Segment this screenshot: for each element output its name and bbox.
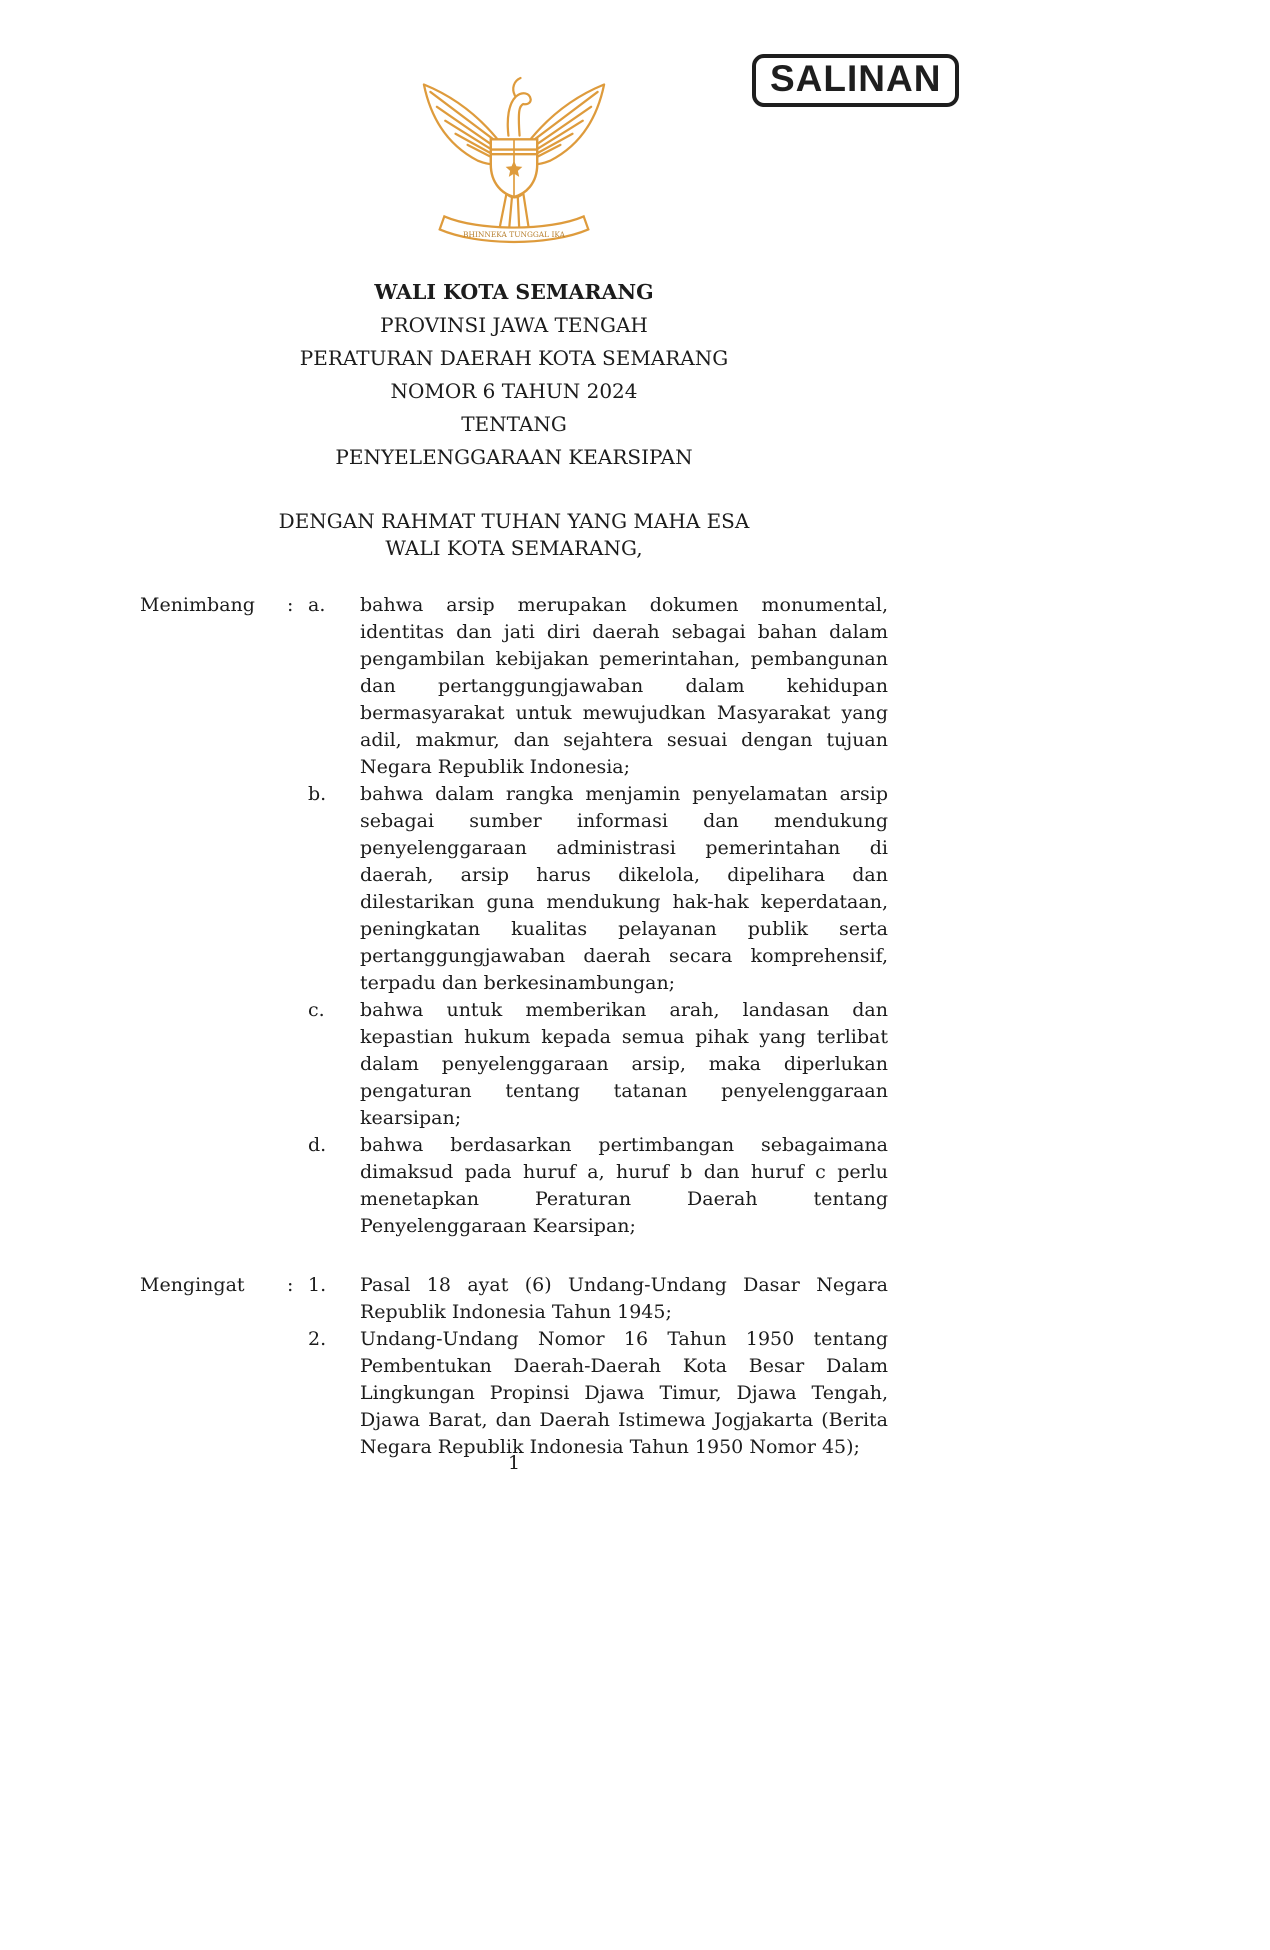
item-text: bahwa arsip merupakan dokumen monumental, identitas dan jati diri daerah sebagai bahan dalam pengambilan kebijakan pemerintahan, pembangunan dan pertanggungjawaban dalam kehidupan bermasyarakat untuk mewujudkan Masyarakat yang adil, makmur, dan sejahtera sesuai dengan tujuan Negara Republik Indonesia; [360, 594, 888, 778]
item-marker: 2. [308, 1328, 327, 1350]
preamble-rahmat: DENGAN RAHMAT TUHAN YANG MAHA ESA [278, 509, 750, 533]
document-heading [140, 276, 888, 474]
menimbang-items [308, 592, 888, 1240]
title-wali-kota-semarang: WALI KOTA SEMARANG [374, 280, 654, 304]
mengingat-colon: : [287, 1274, 294, 1296]
item-marker: b. [308, 783, 327, 805]
item-text: Pasal 18 ayat (6) Undang-Undang Dasar Negara Republik Indonesia Tahun 1945; [360, 1274, 888, 1323]
item-text: bahwa dalam rangka menjamin penyelamatan arsip sebagai sumber informasi dan mendukung penyelenggaraan administrasi pemerintahan di daerah, arsip harus dikelola, dipelihara dan dilestarikan guna mendukung hak-hak keperdataan, peningkatan kualitas pelayanan publik serta pertanggungjawaban daerah secara komprehensif, terpadu dan berkesinambungan; [360, 783, 888, 994]
menimbang-colon: : [287, 594, 294, 616]
menimbang-section [140, 592, 888, 1240]
header-number: NOMOR 6 TAHUN 2024 [390, 379, 638, 403]
menimbang-item-b [308, 781, 888, 997]
item-marker: d. [308, 1134, 327, 1156]
item-text: Undang-Undang Nomor 16 Tahun 1950 tentang Pembentukan Daerah-Daerah Kota Besar Dalam Lingkungan Propinsi Djawa Timur, Djawa Tengah, Djawa Barat, dan Daerah Istimewa Jogjakarta (Berita Negara Republik Indonesia Tahun 1950 Nomor 45); [360, 1328, 888, 1458]
mengingat-section [140, 1272, 888, 1461]
header-tentang: TENTANG [461, 412, 567, 436]
header-subject: PENYELENGGARAAN KEARSIPAN [335, 445, 693, 469]
menimbang-item-a [308, 592, 888, 781]
preamble-walikota: WALI KOTA SEMARANG, [385, 536, 643, 560]
salinan-label: SALINAN [770, 58, 942, 99]
item-text: bahwa untuk memberikan arah, landasan dan kepastian hukum kepada semua pihak yang terlibat dalam penyelenggaraan arsip, maka diperlukan pengaturan tentang tatanan penyelenggaraan kearsipan; [360, 999, 888, 1129]
header-regulation: PERATURAN DAERAH KOTA SEMARANG [299, 346, 729, 370]
emblem-motto: BHINNEKA TUNGGAL IKA [463, 229, 565, 239]
preamble [140, 508, 888, 562]
header-province: PROVINSI JAWA TENGAH [380, 313, 648, 337]
item-marker: a. [308, 594, 326, 616]
mengingat-label: Mengingat [140, 1274, 245, 1296]
item-marker: 1. [308, 1274, 327, 1296]
menimbang-item-c [308, 997, 888, 1132]
garuda-pancasila-emblem [140, 0, 888, 248]
mengingat-item-2 [308, 1326, 888, 1461]
mengingat-items [308, 1272, 888, 1461]
item-text: bahwa berdasarkan pertimbangan sebagaimana dimaksud pada huruf a, huruf b dan huruf c perlu menetapkan Peraturan Daerah tentang Penyelenggaraan Kearsipan; [360, 1134, 888, 1237]
garuda-emblem-graphic [421, 52, 607, 248]
item-marker: c. [308, 999, 325, 1021]
mengingat-item-1 [308, 1272, 888, 1326]
page-number: 1 [507, 1452, 521, 1474]
menimbang-label: Menimbang [140, 594, 255, 616]
menimbang-item-d [308, 1132, 888, 1240]
